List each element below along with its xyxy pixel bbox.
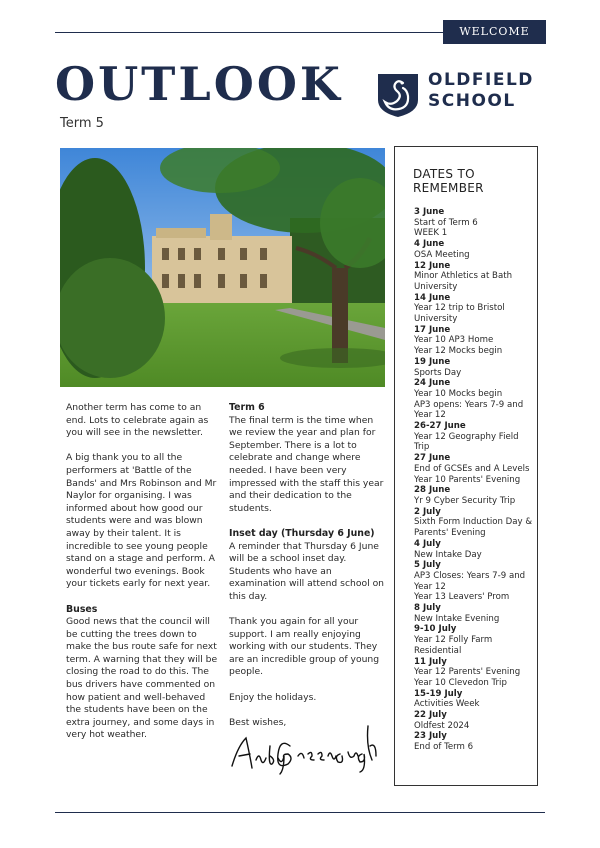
date-label: 28 June xyxy=(414,485,451,496)
date-label: 27 June xyxy=(414,453,451,464)
date-event: Year 12 Mocks begin xyxy=(414,346,503,357)
date-label: 26-27 June xyxy=(414,421,466,432)
newsletter-title: OUTLOOK xyxy=(55,57,343,111)
term6-paragraph: The final term is the time when we review the year and plan for September. There is a lot to celebrate and change where needed. I have been very impressed with the staff this year and their dedication to the students. xyxy=(229,414,384,514)
date-label: 9-10 July xyxy=(414,624,457,635)
dates-title-line2: REMEMBER xyxy=(413,181,484,195)
school-name-line2: SCHOOL xyxy=(428,91,516,111)
date-label: 23 July xyxy=(414,731,447,742)
date-event: Oldfest 2024 xyxy=(414,720,470,731)
date-label: 19 June xyxy=(414,356,451,367)
date-label: 4 June xyxy=(414,239,445,250)
top-rule xyxy=(55,32,445,33)
buses-heading: Buses xyxy=(66,603,98,615)
date-event: Year 10 AP3 Home xyxy=(414,335,494,346)
date-label: 11 July xyxy=(414,656,447,667)
date-label: 8 July xyxy=(414,603,441,614)
date-label: 4 July xyxy=(414,538,441,549)
date-event: AP3 opens: Years 7-9 and Year 12 xyxy=(414,399,524,421)
date-event: New Intake Day xyxy=(414,549,482,560)
inset-day-heading: Inset day (Thursday 6 June) xyxy=(229,527,375,539)
bottom-rule xyxy=(55,812,545,813)
sign-off: Best wishes, xyxy=(229,716,287,728)
date-label: 2 July xyxy=(414,506,441,517)
date-event: Start of Term 6 xyxy=(414,217,478,228)
dates-to-remember-panel xyxy=(394,146,538,786)
date-event: Year 12 trip to Bristol University xyxy=(414,303,505,325)
date-event: Yr 9 Cyber Security Trip xyxy=(414,495,516,506)
date-event: WEEK 1 xyxy=(414,228,448,239)
date-event: Year 10 Clevedon Trip xyxy=(414,677,507,688)
date-event: Sixth Form Induction Day & Parents' Evening xyxy=(414,517,533,539)
date-event: Year 13 Leavers' Prom xyxy=(414,592,510,603)
school-name-line1: OLDFIELD xyxy=(428,70,534,90)
term6-heading: Term 6 xyxy=(229,402,265,413)
inset-day-paragraph: A reminder that Thursday 6 June will be a school inset day. Students who have an examination will attend school on this day. xyxy=(229,540,385,602)
date-label: 12 June xyxy=(414,260,451,271)
date-event: Year 12 Geography Field Trip xyxy=(414,431,519,453)
dates-list xyxy=(414,207,536,753)
date-label: 15-19 July xyxy=(414,688,463,699)
welcome-tab[interactable]: WELCOME xyxy=(443,20,546,44)
date-label: 5 July xyxy=(414,560,441,571)
buses-paragraph: Good news that the council will be cutting the trees down to make the bus route safe for next term. A warning that they will be closing the road to do this. The bus drivers have commented on how patient and well-behaved the students have been on the extra journey, and some days in very hot weather. xyxy=(66,616,218,741)
date-event: End of Term 6 xyxy=(414,742,474,753)
signature-image xyxy=(228,716,378,778)
term-label: Term 5 xyxy=(60,116,104,131)
date-event: Year 12 Parents' Evening xyxy=(414,667,521,678)
date-event: End of GCSEs and A Levels xyxy=(414,463,530,474)
date-event: AP3 Closes: Years 7-9 and Year 12 xyxy=(414,570,526,592)
swan-crest-icon xyxy=(376,72,420,118)
date-event: Year 10 Parents' Evening xyxy=(414,474,521,485)
school-building-photo xyxy=(60,148,385,387)
article-column-1 xyxy=(66,402,218,755)
date-event: Minor Athletics at Bath University xyxy=(414,271,513,292)
battle-of-bands-paragraph: A big thank you to all the performers at 'Battle of the Bands' and Mrs Robinson and Mr Naylor for organising. I was informed about how good our students were and was blown away by their talent. It is incredible to see young people stand on a stage and perform. A wonderful two evenings. Book your tickets early for next year. xyxy=(66,452,217,590)
intro-paragraph: Another term has come to an end. Lots to celebrate again as you will see in the newsletter. xyxy=(66,402,209,439)
date-label: 22 July xyxy=(414,710,447,721)
date-event: Year 10 Mocks begin xyxy=(414,388,503,399)
date-event: Sports Day xyxy=(414,367,462,378)
dates-title xyxy=(413,167,484,195)
thanks-paragraph: Thank you again for all your support. I am really enjoying working with our students. They are an incredible group of young people. xyxy=(229,616,380,678)
date-label: 3 June xyxy=(414,207,445,217)
date-label: 14 June xyxy=(414,292,451,303)
date-label: 24 June xyxy=(414,378,451,389)
date-label: 17 June xyxy=(414,324,451,335)
date-event: OSA Meeting xyxy=(414,249,470,260)
holidays-line: Enjoy the holidays. xyxy=(229,691,317,703)
dates-title-line1: DATES TO xyxy=(413,167,475,181)
date-event: Year 12 Folly Farm Residential xyxy=(414,635,493,656)
date-event: New Intake Evening xyxy=(414,613,500,624)
school-name xyxy=(428,70,534,112)
article-column-2 xyxy=(229,402,384,742)
date-event: Activities Week xyxy=(414,699,480,710)
